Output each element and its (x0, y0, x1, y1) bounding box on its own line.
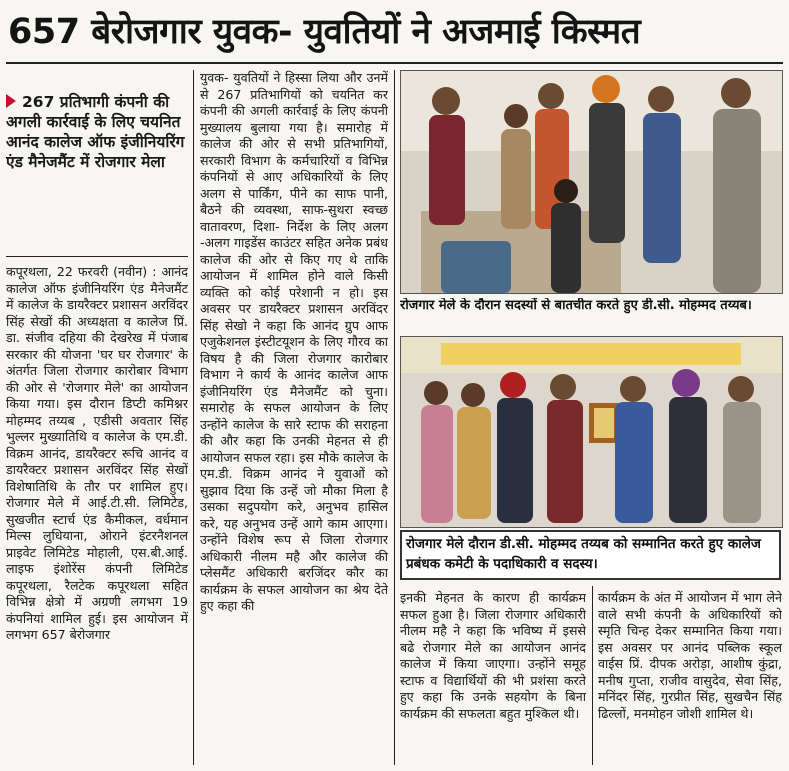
column-divider-3 (592, 586, 593, 765)
headline: 657 बेरोजगार युवक- युवतियों ने अजमाई किस्मत (8, 12, 641, 52)
article-column-3 (400, 590, 586, 765)
marker-icon (6, 94, 16, 108)
column-3-text: इनकी मेहनत के कारण ही कार्यक्रम सफल हुआ है। जिला रोजगार अधिकारी नीलम महै ने कहा कि भविष्य में इससे बढे रोजगार मेले का आयोजन आनंद कालेज में किया जाएगा। उन्होंने समूह स्टाफ व विद्यार्थियों की भी प्रशंसा करते हुए कहा कि उनके सहयोग के बिना कार्यक्रम की सफलता बहुत मुश्किल थी। (400, 590, 586, 721)
headline-rule (6, 62, 783, 64)
column-divider-2 (394, 70, 395, 765)
article-column-4 (598, 590, 782, 765)
column-divider-1 (193, 70, 194, 765)
highlight-underline (6, 256, 188, 257)
article-column-1 (6, 264, 188, 764)
column-4-text: कार्यक्रम के अंत में आयोजन में भाग लेने वाले सभी कंपनी के अधिकारियों को स्मृति चिन्ह देकर सम्मानित किया गया। इस अवसर पर आनंद पब्लिक स्कूल वाईस प्रिं. दीपक अरोड़ा, आशीष कुंद्रा, मनीष गुप्ता, राजीव वासुदेव, सेवा सिंह, मनिंदर सिंह, गुरप्रीत सिंह, सुखचैन सिंह ढिल्लों, मनमोहन जोशी शामिल थे। (598, 590, 782, 721)
photo-felicitation (400, 336, 783, 528)
article-column-2 (200, 70, 388, 765)
highlight-text: 267 प्रतिभागी कंपनी की अगली कार्रवाई के लिए चयनित आनंद कालेज ऑफ इंजीनियरिंग एंड मैनेजमैंट में रोजगार मेला (6, 93, 185, 171)
photo-dc-interaction (400, 70, 783, 294)
photo-caption-1: रोजगार मेले के दौरान सदस्यों से बातचीत करते हुए डी.सी. मोहम्मद तय्यब। (400, 298, 752, 313)
column-2-text: युवक- युवतियों ने हिस्सा लिया और उनमें से 267 प्रतिभागियों को चयनित कर कंपनी की अगली कार्रवाई के लिए कंपनी मुख्यालय बुलाया गया है। समारोह में कालेज की ओर से सभी प्रतिभागियों, सरकारी विभाग के कर्मचारियों व विभिन्न कंपनियों से आए अधिकारियों के लिए अलग से पार्किंग, पीने का साफ पानी, बैठने की व्यवस्था, साफ-सुथरा स्वच्छ वातावरण, दिशा- निर्देश के लिए अलग -अलग गाइडेंस काउंटर सहित अनेक प्रबंध कालेज की ओर से किए गए थे ताकि आयोजन में शामिल होने वाले किसी व्यक्ति को कोई परेशानी न हो। इस अवसर पर डायरैक्टर प्रशासन अरविंदर सिंह सेखो ने कहा कि आनंद ग्रुप आफ एजुकेशनल इंस्टीटयूशन के लिए गौरव का विषय है की जिला रोजगार कारोबार विभाग ने कार्य के आनंद कालेज आफ इंजीनियरिंग एंड मैनेजमैंट को चुना। समारोह के सफल आयोजन के लिए उन्होंने कालेज के सारे स्टाफ की सराहना की और कहा कि उनकी मेहनत से ही आयोजन सफल रहा। इस मौके कालेज के एम.डी. विक्रम आनंद ने युवाओं को सुझाव दिया कि उन्हें जो मौका मिला है उसका सदुपयोग करे, अनुभव हासिल करे, यह अनुभव उन्हें आगे काम आएगा। उन्होंने विशेष रूप से जिला रोजगार अधिकारी नीलम महै और कालेज की प्लेसमैंट अधिकारी बरजिंदर कौर का कार्यक्रम के सफल आयोजन का श्रेय देते हुए कहा की (200, 70, 388, 613)
photo-caption-2: रोजगार मेले दौरान डी.सी. मोहम्मद तय्यब को सम्मानित करते हुए कालेज प्रबंधक कमेटी के पदाधिकारी व सदस्य। (400, 530, 781, 580)
highlight-box (6, 92, 186, 254)
column-1-text: कपूरथला, 22 फरवरी (नवीन) : आनंद कालेज ऑफ इंजीनियरिंग एंड मैनेजमैंट में कालेज के डायरैक्टर प्रशासन अरविंदर सिंह सेखों की अध्यक्षता व कालेज प्रिं. डा. संजीव दहिया की देखरेख में पंजाब सरकार की योजना 'घर घर रोजगार' के अंतर्गत जिला रोजगार कारोबार विभाग की ओर से 'रोजगार मेले' का आयोजन किया गया। इस दौरान डिप्टी कमिश्नर मोहम्मद तय्यब , एडीसी अवतार सिंह भुल्लर मुख्यातिथि व कालेज के एम.डी. विक्रम आनंद, डायरैक्टर रूचि आनंद व डायरैक्टर प्रशासन अरविंदर सिंह सेखों विशेषातिथि के तौर पर शामिल हुए। रोजगार मेले में आई.टी.सी. लिमिटेड, सुखजीत स्टार्च एंड कैमीकल, वर्धमान मिल्स लुधियाना, ओराने इंटरनैशनल प्राइवेट लिमिटेड मोहाली, एस.बी.आई. लाइफ इंशोरेंस कंपनी लिमिटेड कपूरथला, रैलटेक कपूरथला सहित विभिन्न क्षेत्रो में अग्रणी लगभग 19 कंपनियां शामिल हुई। इस आयोजन में लगभग 657 बेरोजगार (6, 264, 188, 642)
